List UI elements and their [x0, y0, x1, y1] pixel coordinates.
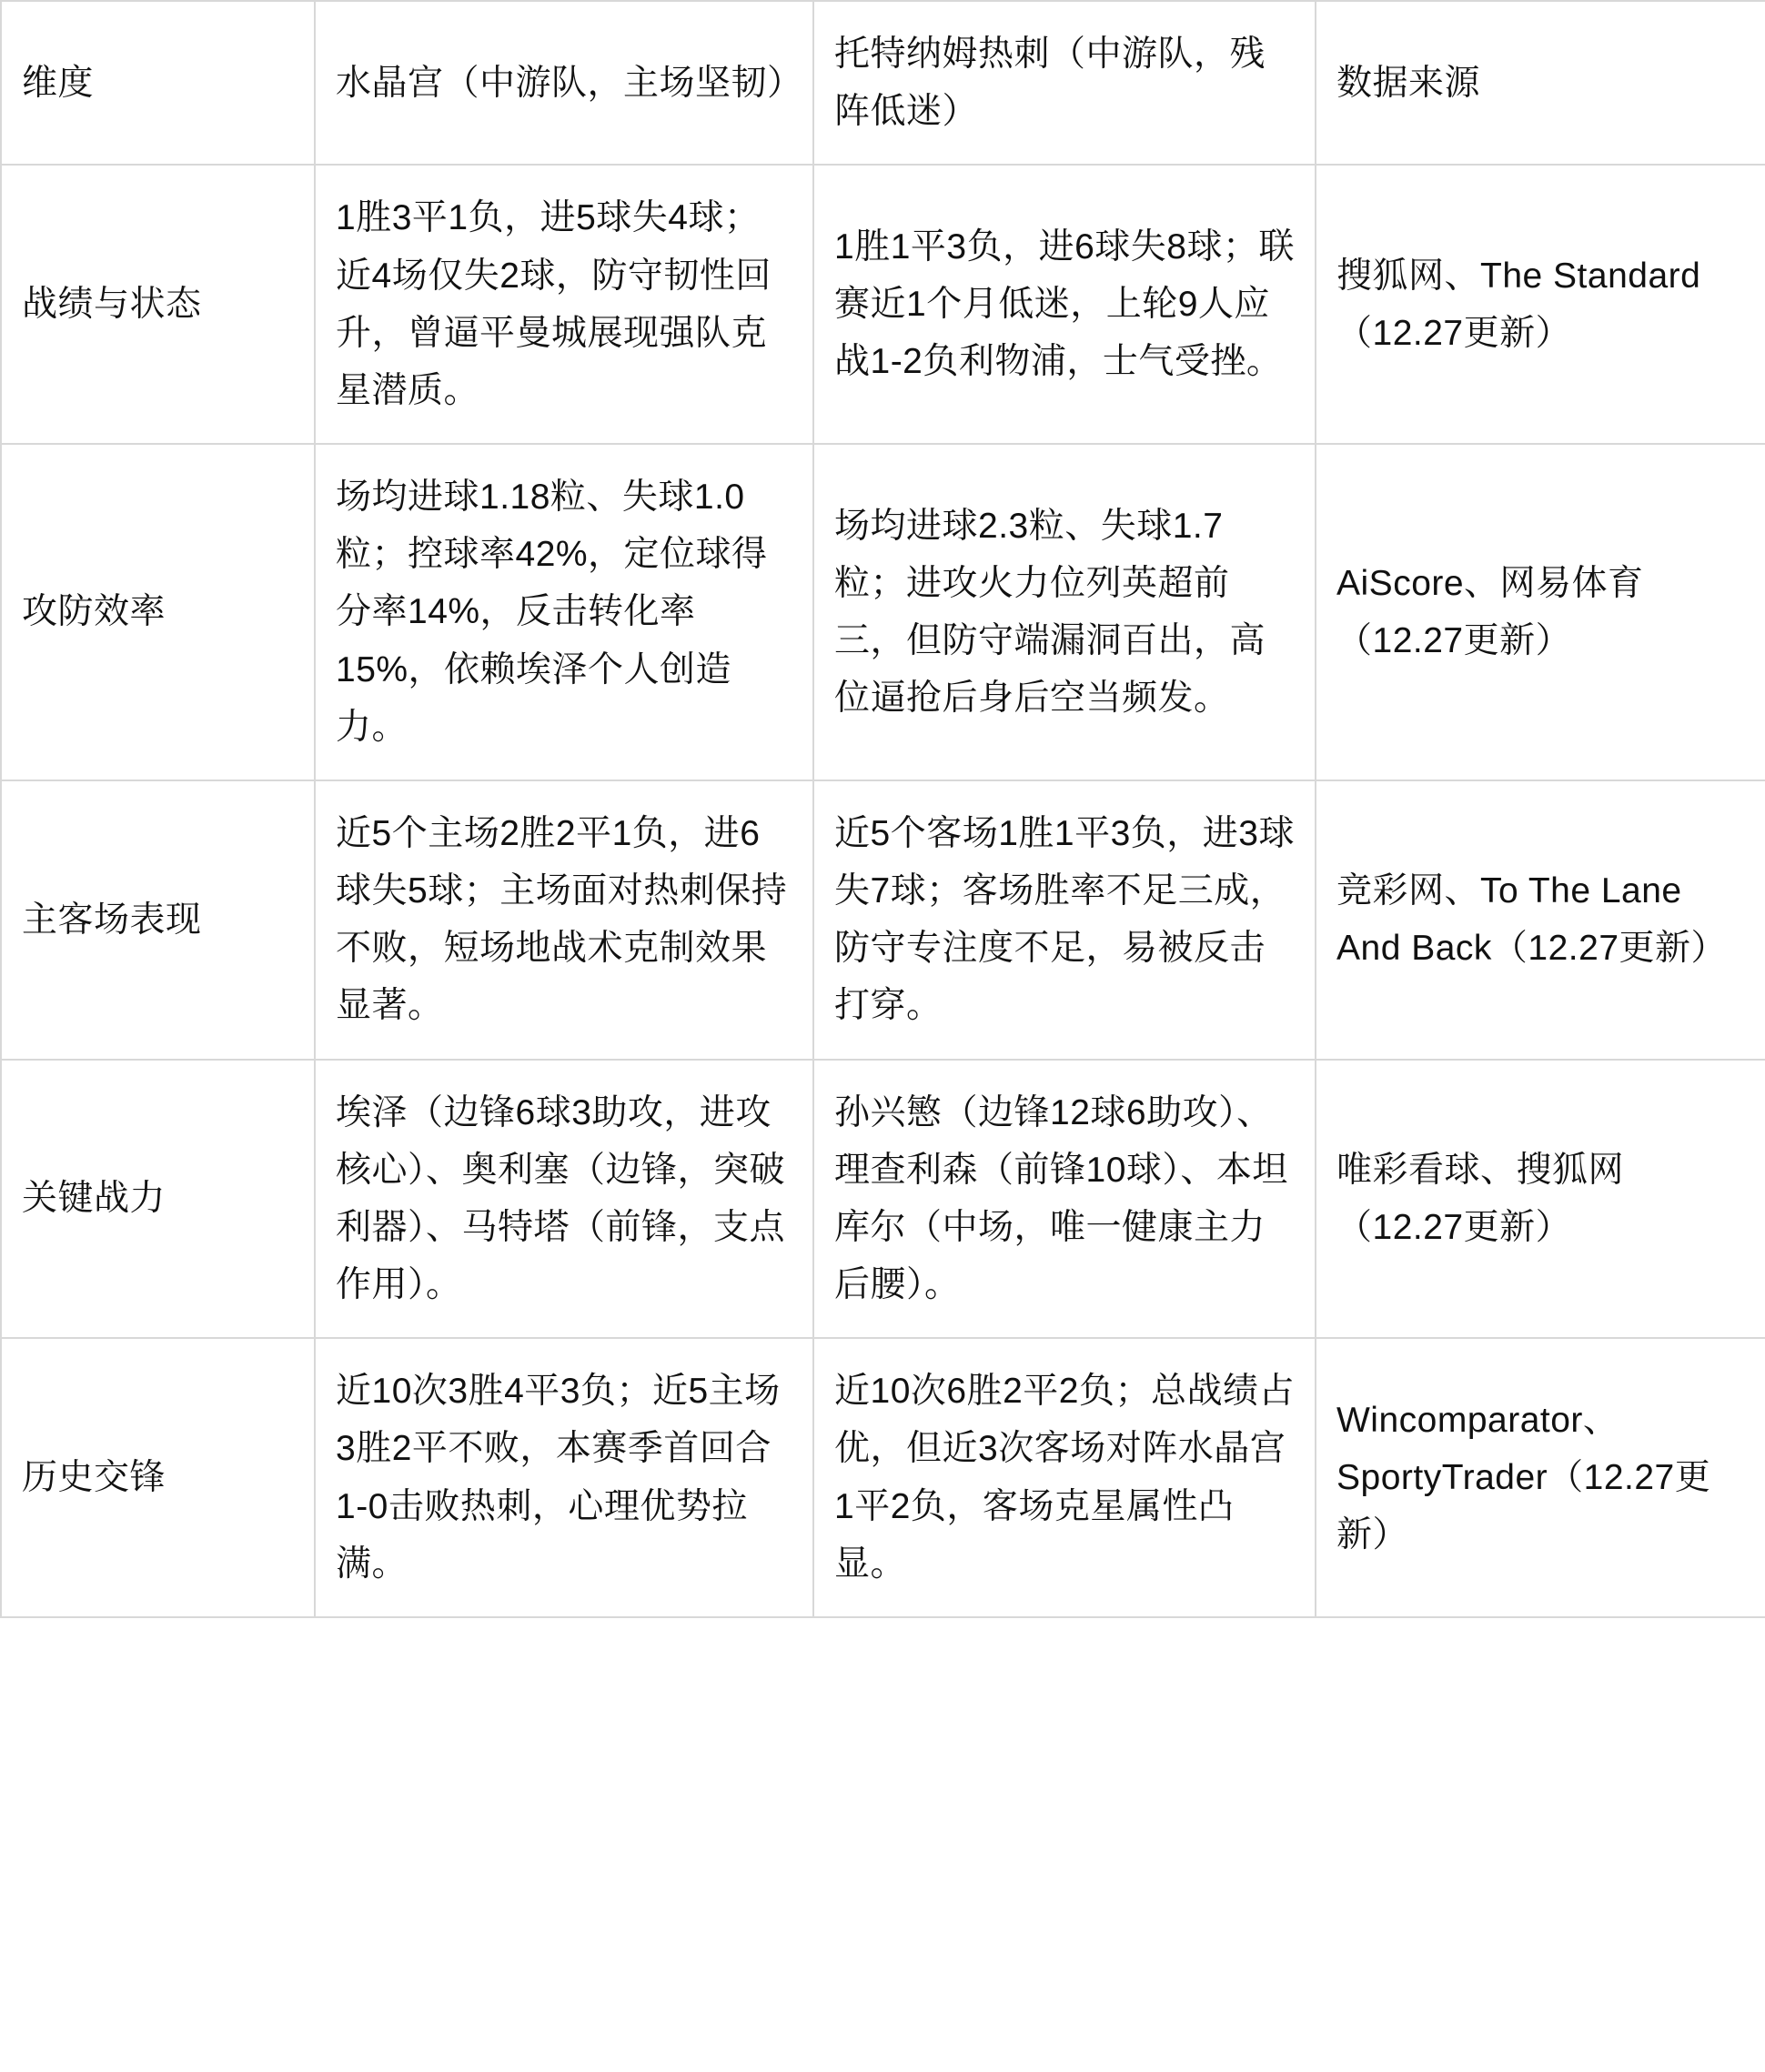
- row-team-b: 孙兴慜（边锋12球6助攻）、理查利森（前锋10球）、本坦库尔（中场，唯一健康主力后腰）。: [813, 1060, 1316, 1339]
- row-dimension: 战绩与状态: [1, 165, 315, 444]
- header-team-a: 水晶宫（中游队，主场坚韧）: [315, 1, 813, 165]
- row-team-a: 1胜3平1负，进5球失4球；近4场仅失2球，防守韧性回升，曾逼平曼城展现强队克星潜质。: [315, 165, 813, 444]
- table-row: [1, 780, 1765, 1060]
- table-row: [1, 444, 1765, 780]
- table-row: [1, 1338, 1765, 1617]
- table-row: [1, 1060, 1765, 1339]
- row-team-b: 近10次6胜2平2负；总战绩占优，但近3次客场对阵水晶宫1平2负，客场克星属性凸显。: [813, 1338, 1316, 1617]
- row-source: Wincomparator、SportyTrader（12.27更新）: [1316, 1338, 1765, 1617]
- row-team-b: 场均进球2.3粒、失球1.7粒；进攻火力位列英超前三，但防守端漏洞百出，高位逼抢后身后空当频发。: [813, 444, 1316, 780]
- row-source: 竞彩网、To The Lane And Back（12.27更新）: [1316, 780, 1765, 1060]
- row-team-a: 场均进球1.18粒、失球1.0粒；控球率42%，定位球得分率14%，反击转化率15%，依赖埃泽个人创造力。: [315, 444, 813, 780]
- row-team-a: 近10次3胜4平3负；近5主场3胜2平不败，本赛季首回合1-0击败热刺，心理优势拉满。: [315, 1338, 813, 1617]
- header-team-b: 托特纳姆热刺（中游队，残阵低迷）: [813, 1, 1316, 165]
- row-dimension: 攻防效率: [1, 444, 315, 780]
- header-dimension: 维度: [1, 1, 315, 165]
- row-dimension: 历史交锋: [1, 1338, 315, 1617]
- row-team-a: 近5个主场2胜2平1负，进6球失5球；主场面对热刺保持不败，短场地战术克制效果显著。: [315, 780, 813, 1060]
- row-source: AiScore、网易体育（12.27更新）: [1316, 444, 1765, 780]
- row-team-b: 近5个客场1胜1平3负，进3球失7球；客场胜率不足三成，防守专注度不足，易被反击打穿。: [813, 780, 1316, 1060]
- header-source: 数据来源: [1316, 1, 1765, 165]
- table-header-row: [1, 1, 1765, 165]
- row-source: 搜狐网、The Standard（12.27更新）: [1316, 165, 1765, 444]
- row-source: 唯彩看球、搜狐网（12.27更新）: [1316, 1060, 1765, 1339]
- row-dimension: 主客场表现: [1, 780, 315, 1060]
- row-dimension: 关键战力: [1, 1060, 315, 1339]
- row-team-a: 埃泽（边锋6球3助攻，进攻核心）、奥利塞（边锋，突破利器）、马特塔（前锋，支点作用）。: [315, 1060, 813, 1339]
- table-row: [1, 165, 1765, 444]
- row-team-b: 1胜1平3负，进6球失8球；联赛近1个月低迷，上轮9人应战1-2负利物浦，士气受挫。: [813, 165, 1316, 444]
